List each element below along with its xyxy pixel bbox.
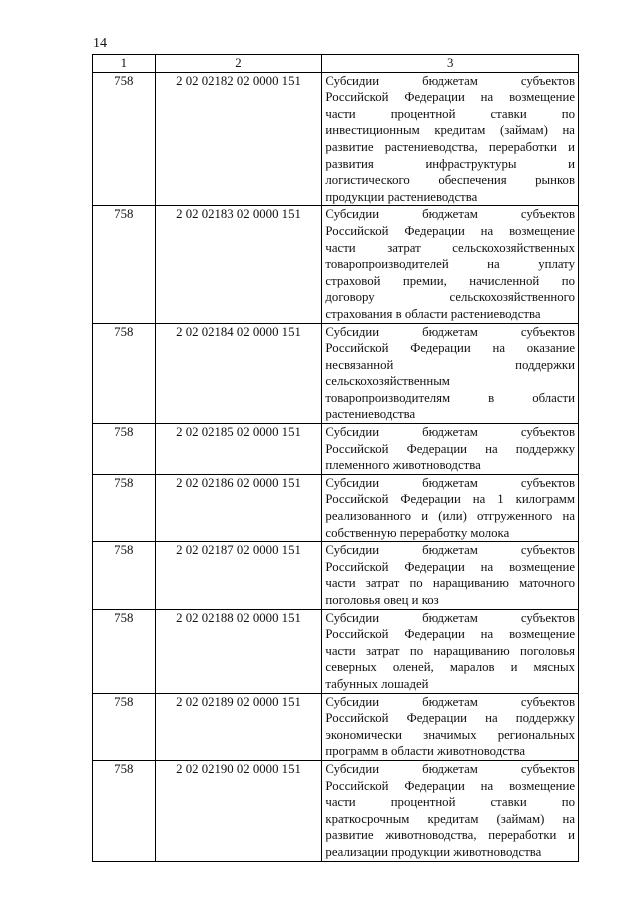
admin-code-cell: 758 [93,609,156,693]
budget-classification-code-cell: 2 02 02184 02 0000 151 [155,323,322,424]
revenue-description-cell [322,760,579,861]
revenue-description-cell [322,206,579,323]
description-line: Российской Федерации на возмещение [325,90,575,105]
admin-code-cell: 758 [93,72,156,206]
description-line: северных оленей, маралов и мясных [325,660,575,675]
description-line: Российской Федерации на возмещение [325,627,575,642]
description-line: продукции растениеводства [325,189,478,204]
description-line: экономически значимых региональных [325,727,575,742]
admin-code-cell: 758 [93,542,156,609]
revenue-description-cell [322,474,579,541]
table-row [93,206,579,323]
description-line: части процентной ставки по [325,106,575,121]
column-header-1: 1 [93,55,156,73]
admin-code-cell: 758 [93,424,156,475]
table-row [93,693,579,760]
description-line: Российской Федерации на поддержку [325,711,575,726]
description-line: реализации продукции животноводства [325,844,542,859]
table-row [93,424,579,475]
description-line: Субсидии бюджетам субъектов [325,207,575,222]
table-row [93,542,579,609]
description-line: договору сельскохозяйственного [325,290,575,305]
admin-code-cell: 758 [93,323,156,424]
column-header-3: 3 [322,55,579,73]
description-line: сельскохозяйственным [325,374,450,389]
description-line: поголовья овец и коз [325,593,439,607]
description-line: товаропроизводителей на уплату [325,257,575,272]
description-line: развитие растениеводства, переработки и [325,139,575,154]
description-line: развития инфраструктуры и [325,156,575,171]
revenue-description-cell [322,609,579,693]
budget-codes-table [92,54,579,862]
description-line: инвестиционным кредитам (займам) на [325,123,575,138]
description-line: несвязанной поддержки [325,357,575,372]
admin-code-cell: 758 [93,474,156,541]
admin-code-cell: 758 [93,206,156,323]
page-number: 14 [93,36,107,51]
description-line: части процентной ставки по [325,795,575,810]
budget-classification-code-cell: 2 02 02188 02 0000 151 [155,609,322,693]
admin-code-cell: 758 [93,693,156,760]
revenue-description-cell [322,542,579,609]
description-line: Субсидии бюджетам субъектов [325,73,575,88]
description-line: Российской Федерации на поддержку [325,441,575,456]
description-line: Субсидии бюджетам субъектов [325,543,575,558]
description-line: части затрат сельскохозяйственных [325,240,575,255]
revenue-description-cell [322,323,579,424]
revenue-description-cell [322,693,579,760]
revenue-description-cell [322,72,579,206]
description-line: Субсидии бюджетам субъектов [325,425,575,440]
budget-classification-code-cell: 2 02 02186 02 0000 151 [155,474,322,541]
revenue-description-cell [322,424,579,475]
column-header-2: 2 [155,55,322,73]
description-line: Субсидии бюджетам субъектов [325,610,575,625]
description-line: табунных лошадей [325,676,429,691]
description-line: части затрат по наращиванию маточного [325,576,575,591]
description-line: Российской Федерации на 1 килограмм [325,492,575,507]
description-line: краткосрочным кредитам (займам) на [325,811,575,826]
description-line: племенного животноводства [325,458,481,473]
description-line: Российской Федерации на возмещение [325,778,575,793]
description-line: Субсидии бюджетам субъектов [325,694,575,709]
description-line: Российской Федерации на возмещение [325,559,575,574]
budget-classification-code-cell: 2 02 02183 02 0000 151 [155,206,322,323]
description-line: развитие животноводства, переработки и [325,828,575,843]
description-line: собственную переработку молока [325,525,510,540]
table-row [93,323,579,424]
budget-classification-code-cell: 2 02 02187 02 0000 151 [155,542,322,609]
description-line: растениеводства [325,407,416,422]
table-body [93,72,579,861]
description-line: программ в области животноводства [325,744,526,759]
budget-classification-code-cell: 2 02 02182 02 0000 151 [155,72,322,206]
table-header-row [93,55,579,73]
budget-classification-code-cell: 2 02 02185 02 0000 151 [155,424,322,475]
budget-classification-code-cell: 2 02 02189 02 0000 151 [155,693,322,760]
description-line: Субсидии бюджетам субъектов [325,324,575,339]
description-line: Субсидии бюджетам субъектов [325,761,575,776]
description-line: логистического обеспечения рынков [325,173,575,188]
table-row [93,760,579,861]
description-line: Российской Федерации на оказание [325,341,575,356]
description-line: Субсидии бюджетам субъектов [325,475,575,490]
description-line: Российской Федерации на возмещение [325,223,575,238]
table-row [93,72,579,206]
description-line: части затрат по наращиванию поголовья [325,643,575,658]
description-line: страховой премии, начисленной по [325,273,575,288]
description-line: реализованного и (или) отгруженного на [325,509,575,524]
description-line: товаропроизводителям в области [325,390,575,405]
budget-classification-code-cell: 2 02 02190 02 0000 151 [155,760,322,861]
table-row [93,609,579,693]
table-row [93,474,579,541]
description-line: страхования в области растениеводства [325,306,541,321]
admin-code-cell: 758 [93,760,156,861]
